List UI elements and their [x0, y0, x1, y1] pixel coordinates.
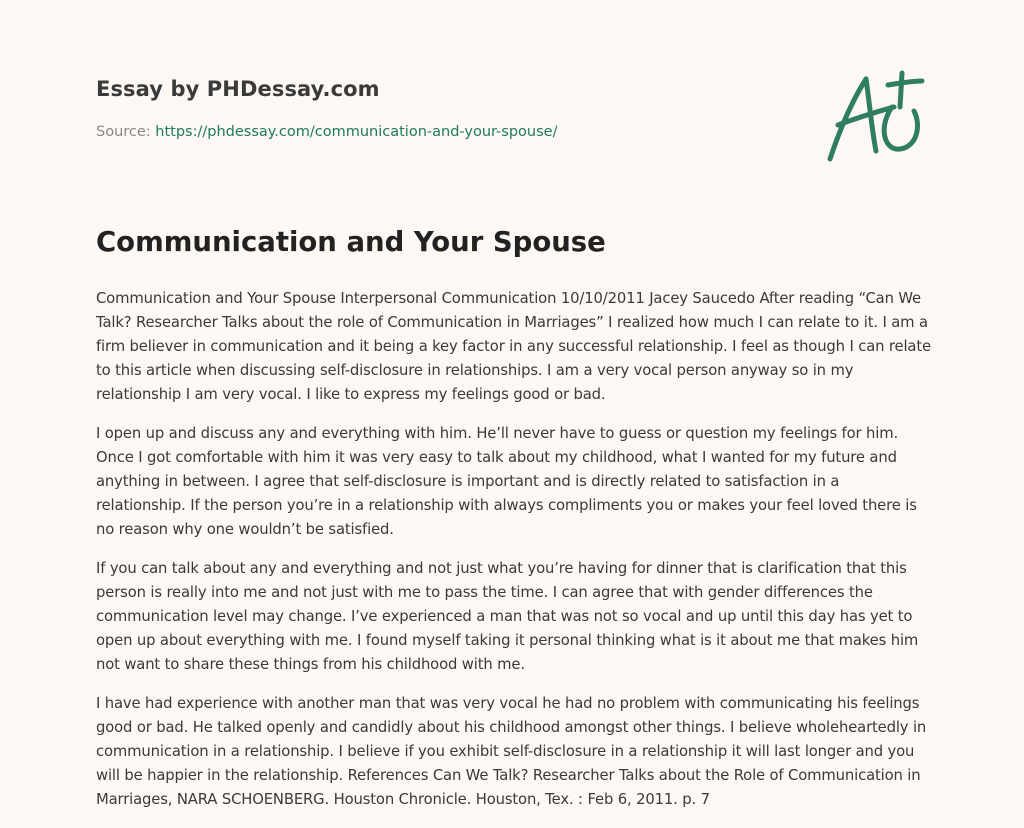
brand-title: Essay by PHDessay.com [96, 77, 380, 101]
essay-paragraph: I open up and discuss any and everything with him. He’ll never have to guess or question my feelings for him. Once I got comfortable with him it was very easy to talk about my childhood, what I wanted for my future and anything in between. I agree that self-disclosure is important and is directly related to satisfaction in a relationship. If the person you’re in a relationship with always compliments you or makes your feel loved there is no reason why one wouldn’t be satisfied. [96, 425, 917, 538]
essay-paragraph: Communication and Your Spouse Interpersonal Communication 10/10/2011 Jacey Saucedo After reading “Can We Talk? Researcher Talks about the role of Communication in Marriages” I realized how much I can relate to it. I am a firm believer in communication and it being a key factor in any successful relationship. I feel as though I can relate to this article when discussing self-disclosure in relationships. I am a very vocal person anyway so in my relationship I am very vocal. I like to express my feelings good or bad. [96, 290, 931, 403]
essay-paragraph: I have had experience with another man that was very vocal he had no problem with communicating his feelings good or bad. He talked openly and candidly about his childhood amongst other things. I believe wholeheartedly in communication in a relationship. I believe if you exhibit self-disclosure in a relationship it will last longer and you will be happier in the relationship. References Can We Talk? Researcher Talks about the Role of Communication in Marriages, NARA SCHOENBERG. Houston Chronicle. Houston, Tex. : Feb 6, 2011. p. 7 [96, 695, 927, 808]
source-link[interactable]: https://phdessay.com/communication-and-your-spouse/ [155, 124, 558, 140]
a-plus-logo-icon [822, 67, 932, 167]
essay-title: Communication and Your Spouse [96, 226, 606, 258]
essay-paragraph: If you can talk about any and everything and not just what you’re having for dinner that is clarification that this person is really into me and not just with me to pass the time. I can agree that with gender differences the communication level may change. I’ve experienced a man that was not so vocal and up until this day has yet to open up about everything with me. I found myself taking it personal thinking what is it about me that makes him not want to share these things from his childhood with me. [96, 560, 919, 673]
source-line [96, 124, 557, 140]
essay-body [96, 287, 932, 827]
source-label: Source: [96, 124, 156, 140]
